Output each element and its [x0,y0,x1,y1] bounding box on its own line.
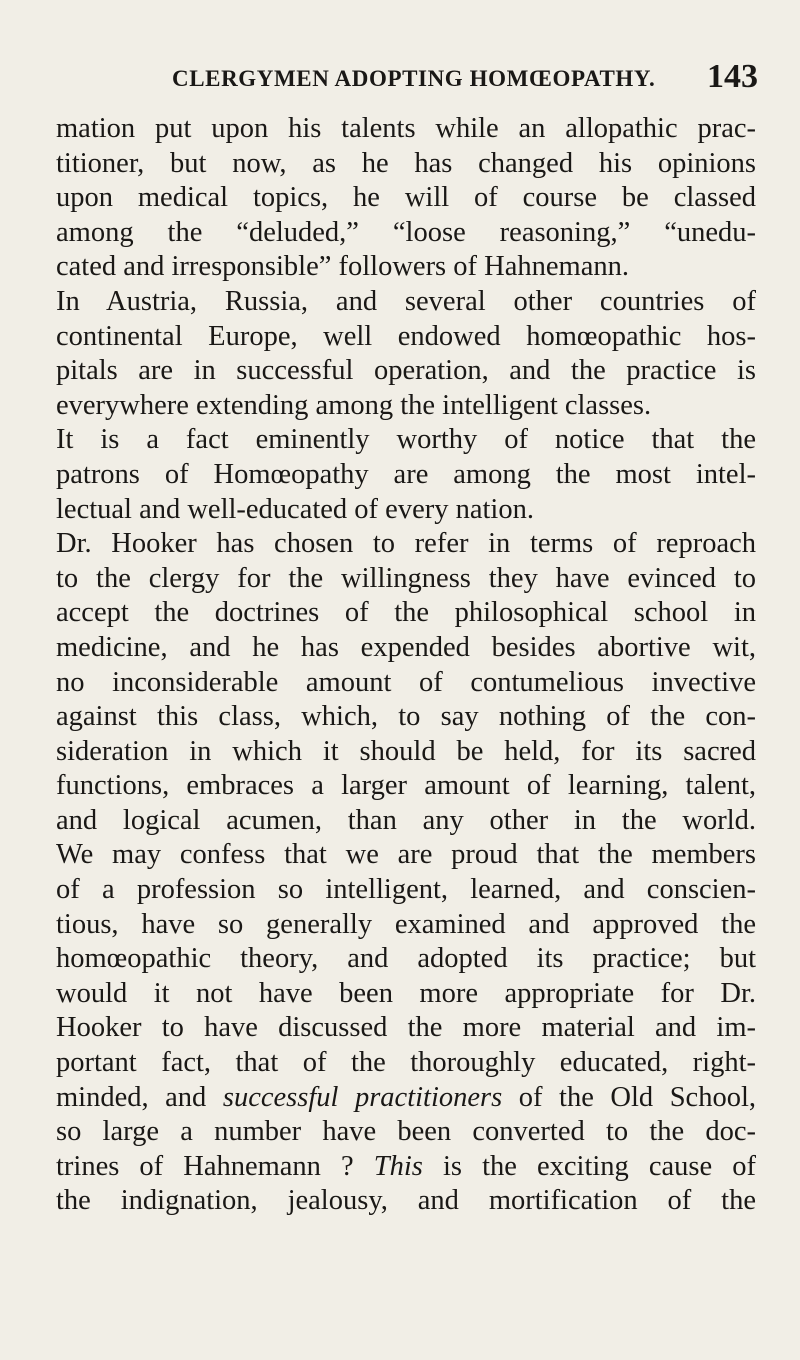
text-line: Dr. Hooker has chosen to refer in terms of reproach [56,528,756,560]
text-line: among the “deluded,” “loose reasoning,” “unedu- [56,216,756,248]
text-line: homœopathic theory, and adopted its practice; but [56,943,756,975]
text-line: In Austria, Russia, and several other countries of [56,285,756,317]
text-line: continental Europe, well endowed homœopathic hos- [56,320,756,352]
running-title: CLERGYMEN ADOPTING HOMŒOPATHY. [172,66,656,91]
text-line: portant fact, that of the thoroughly educated, right- [56,1047,756,1079]
text-line: no inconsiderable amount of contumelious invective [56,666,756,698]
text-line: the indignation, jealousy, and mortification of the [56,1185,756,1217]
text-run: minded, and [56,1081,223,1113]
italic-phrase: successful practitioners [222,1081,503,1113]
page-number: 143 [707,58,758,95]
text-line: It is a fact eminently worthy of notice that the [56,424,756,456]
text-line: upon medical topics, he will of course be classed [56,182,756,214]
text-line: everywhere extending among the intelligent classes. [56,389,652,421]
text-line: tious, have so generally examined and approved the [56,908,756,940]
text-line: cated and irresponsible” followers of Hahnemann. [56,251,629,283]
body-text [56,112,756,1219]
text-line: functions, embraces a larger amount of learning, talent, [56,770,756,802]
italic-word: This [373,1150,423,1182]
text-run: is the exciting cause of [422,1150,756,1182]
text-line: so large a number have been converted to the doc- [56,1116,756,1148]
text-line: Hooker to have discussed the more material and im- [56,1012,756,1044]
text-line: patrons of Homœopathy are among the most intel- [56,458,756,490]
text-line: against this class, which, to say nothing of the con- [56,701,756,733]
text-line: lectual and well-educated of every nation. [56,493,534,525]
text-line: mation put upon his talents while an allopathic prac- [56,113,756,144]
text-line: of a profession so intelligent, learned, and conscien- [56,874,756,906]
text-line: medicine, and he has expended besides abortive wit, [56,631,756,663]
text-line: We may confess that we are proud that the members [56,839,756,871]
text-line: sideration in which it should be held, for its sacred [56,735,756,767]
running-head [60,58,760,98]
text-line: to the clergy for the willingness they have evinced to [56,562,756,594]
text-line: accept the doctrines of the philosophical school in [56,597,756,629]
text-line: titioner, but now, as he has changed his opinions [56,147,756,179]
text-run: trines of Hahnemann ? [56,1150,374,1182]
text-run: of the Old School, [502,1081,756,1113]
text-line: pitals are in successful operation, and the practice is [56,355,756,387]
text-line: and logical acumen, than any other in the world. [56,804,756,836]
text-line-with-italic [56,1081,756,1116]
text-line: would it not have been more appropriate for Dr. [56,977,756,1009]
text-line-with-italic [56,1150,756,1185]
